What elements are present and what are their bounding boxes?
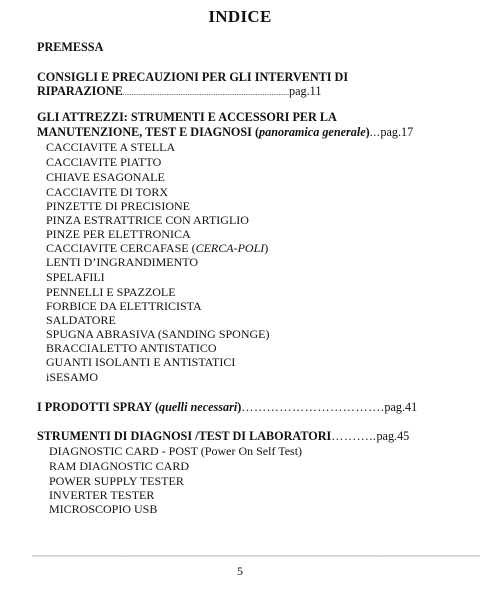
list-item-label: CACCIAVITE CERCAFASE ( (46, 241, 196, 255)
list-item: RAM DIAGNOSTIC CARD (49, 459, 190, 473)
list-item: CACCIAVITE PIATTO (46, 155, 162, 169)
page-number: 5 (237, 564, 243, 578)
list-item: FORBICE DA ELETTRICISTA (46, 299, 202, 313)
page-reference: pag.11 (289, 84, 322, 98)
section-diagnosi (37, 429, 409, 444)
section-consigli-label: RIPARAZIONE (37, 84, 123, 98)
list-item: INVERTER TESTER (49, 488, 155, 502)
leader-dots: ............................................................................................... (122, 89, 290, 97)
section-consigli-line2 (37, 84, 321, 101)
section-attrezzi-close: ) (365, 125, 370, 139)
list-item: PINZE PER ELETTRONICA (46, 227, 191, 241)
leader-dots: ……….. (331, 429, 377, 443)
section-consigli-line1: CONSIGLI E PRECAUZIONI PER GLI INTERVENTI DI (37, 70, 349, 84)
list-item: SPUGNA ABRASIVA (SANDING SPONGE) (46, 327, 270, 341)
list-item: CACCIAVITE A STELLA (46, 140, 176, 154)
list-item: CHIAVE ESAGONALE (46, 170, 165, 184)
page-reference: pag.41 (384, 400, 418, 414)
section-premessa: PREMESSA (37, 40, 104, 54)
list-item: PINZETTE DI PRECISIONE (46, 199, 190, 213)
page-reference: pag.45 (376, 429, 410, 443)
section-attrezzi-italic: panoramica generale (259, 125, 366, 139)
list-item: PENNELLI E SPAZZOLE (46, 285, 176, 299)
section-spray-close: ) (237, 400, 242, 414)
section-spray (37, 400, 417, 415)
list-item: PINZA ESTRATTRICE CON ARTIGLIO (46, 213, 249, 227)
list-item: SALDATORE (46, 313, 116, 327)
section-spray-label: I PRODOTTI SPRAY ( (37, 400, 160, 414)
section-spray-italic: quelli necessari (159, 400, 238, 414)
leader-dots: ……………………………. (241, 400, 385, 414)
list-item (46, 241, 268, 256)
list-item: POWER SUPPLY TESTER (49, 474, 184, 488)
footer-divider (32, 555, 480, 557)
list-item: DIAGNOSTIC CARD - POST (Power On Self Test) (49, 444, 303, 458)
page-reference: pag.17 (380, 125, 414, 139)
list-item: BRACCIALETTO ANTISTATICO (46, 341, 217, 355)
list-item: MICROSCOPIO USB (49, 502, 158, 516)
list-item: LENTI D’INGRANDIMENTO (46, 255, 199, 269)
page-title: INDICE (208, 7, 272, 26)
list-item: GUANTI ISOLANTI E ANTISTATICI (46, 355, 236, 369)
section-attrezzi-line2 (37, 125, 413, 140)
list-item: CACCIAVITE DI TORX (46, 185, 169, 199)
list-item-italic: CERCA-POLI (195, 241, 265, 255)
section-attrezzi-label: MANUTENZIONE, TEST E DIAGNOSI ( (37, 125, 260, 139)
list-item: iSESAMO (46, 370, 99, 384)
leader-dots: ... (369, 125, 381, 139)
list-item-close: ) (264, 241, 269, 255)
section-attrezzi-line1: GLI ATTREZZI: STRUMENTI E ACCESSORI PER LA (37, 110, 337, 124)
section-diagnosi-label: STRUMENTI DI DIAGNOSI /TEST DI LABORATORI (37, 429, 332, 443)
list-item: SPELAFILI (46, 270, 105, 284)
